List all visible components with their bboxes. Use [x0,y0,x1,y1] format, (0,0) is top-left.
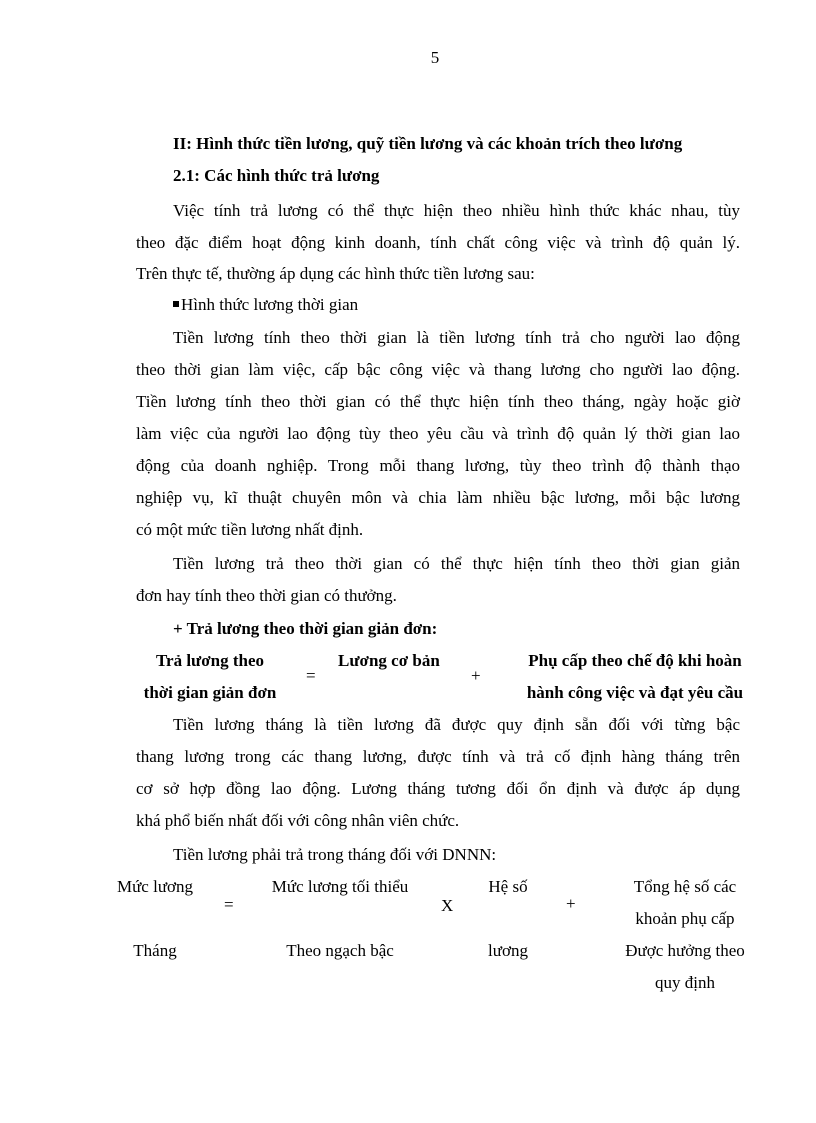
paragraph-line: Tiền lương trả theo thời gian có thể thực hiện tính theo thời gian giản [173,554,740,573]
paragraph-line: Trên thực tế, thường áp dụng các hình thức tiền lương sau: [136,264,535,283]
formula1-equals: = [306,666,316,685]
paragraph-line: theo thời gian làm việc, cấp bậc công việc và thang lương cho người lao động. [136,360,740,379]
page-number: 5 [430,48,440,67]
simple-time-heading: + Trả lương theo thời gian giản đơn: [173,619,438,638]
formula2-term2-line2: lương [488,941,528,960]
paragraph-line: Tiền lương tháng là tiền lương đã được quy định sẵn đối với từng bậc [173,715,740,734]
paragraph-line: theo đặc điểm hoạt động kinh doanh, tính chất công việc và trình độ quản lý. [136,233,740,252]
paragraph-line: cơ sở hợp đồng lao động. Lương tháng tương đối ổn định và được áp dụng [136,779,740,798]
formula2-term3-line: Tổng hệ số các [633,877,737,896]
formula2-term3-line: quy định [655,973,715,992]
formula1-term1: Lương cơ bản [338,651,440,670]
paragraph-line: Tiền lương tính theo thời gian có thể thực hiện tính theo tháng, ngày hoặc giờ [136,392,740,411]
paragraph-line: nghiệp vụ, kĩ thuật chuyên môn và chia làm nhiều bậc lương, mỗi bậc lương [136,488,740,507]
paragraph-line: đơn hay tính theo thời gian có thưởng. [136,586,397,605]
formula2-term3-line: khoản phụ cấp [635,909,735,928]
formula1-term2-line2: hành công việc và đạt yêu cầu [526,683,744,702]
formula1-lhs-line1: Trả lương theo [155,651,265,670]
paragraph-line: Việc tính trả lương có thể thực hiện theo nhiều hình thức khác nhau, tùy [173,201,740,220]
paragraph-line: động của doanh nghiệp. Trong mỗi thang lương, tùy theo trình độ thành thạo [136,456,740,475]
subsection-heading: 2.1: Các hình thức trả lương [173,166,380,185]
formula1-lhs-line2: thời gian giản đơn [143,683,277,702]
formula2-plus: + [566,894,576,913]
formula2-lhs-line2: Tháng [133,941,177,960]
formula2-term3-line: Được hưởng theo [625,941,745,960]
formula2-equals: = [224,895,234,914]
bullet-label: Hình thức lương thời gian [181,295,359,314]
paragraph-line: Tiền lương phải trả trong tháng đối với DNNN: [173,845,497,864]
paragraph-line: có một mức tiền lương nhất định. [136,520,364,539]
formula2-term1-line1: Mức lương tối thiểu [271,877,409,896]
formula1-plus: + [471,666,481,685]
paragraph-line: khá phổ biến nhất đối với công nhân viên chức. [136,811,460,830]
section-heading: II: Hình thức tiền lương, quỹ tiền lương và các khoản trích theo lương [173,134,683,153]
paragraph-line: làm việc của người lao động tùy theo yêu cầu và trình độ quản lý thời gian lao [136,424,740,443]
formula2-term2-line1: Hệ số [488,877,528,896]
formula2-lhs-line1: Mức lương [116,877,194,896]
square-bullet-icon [173,301,179,307]
formula1-term2-line1: Phụ cấp theo chế độ khi hoàn [528,651,742,670]
bullet-item [173,295,358,315]
formula2-times: X [441,896,454,915]
paragraph-line: thang lương trong các thang lương, được tính và trả cố định hàng tháng trên [136,747,740,766]
paragraph-line: Tiền lương tính theo thời gian là tiền lương tính trả cho người lao động [173,328,740,347]
formula2-term1-line2: Theo ngạch bậc [286,941,394,960]
